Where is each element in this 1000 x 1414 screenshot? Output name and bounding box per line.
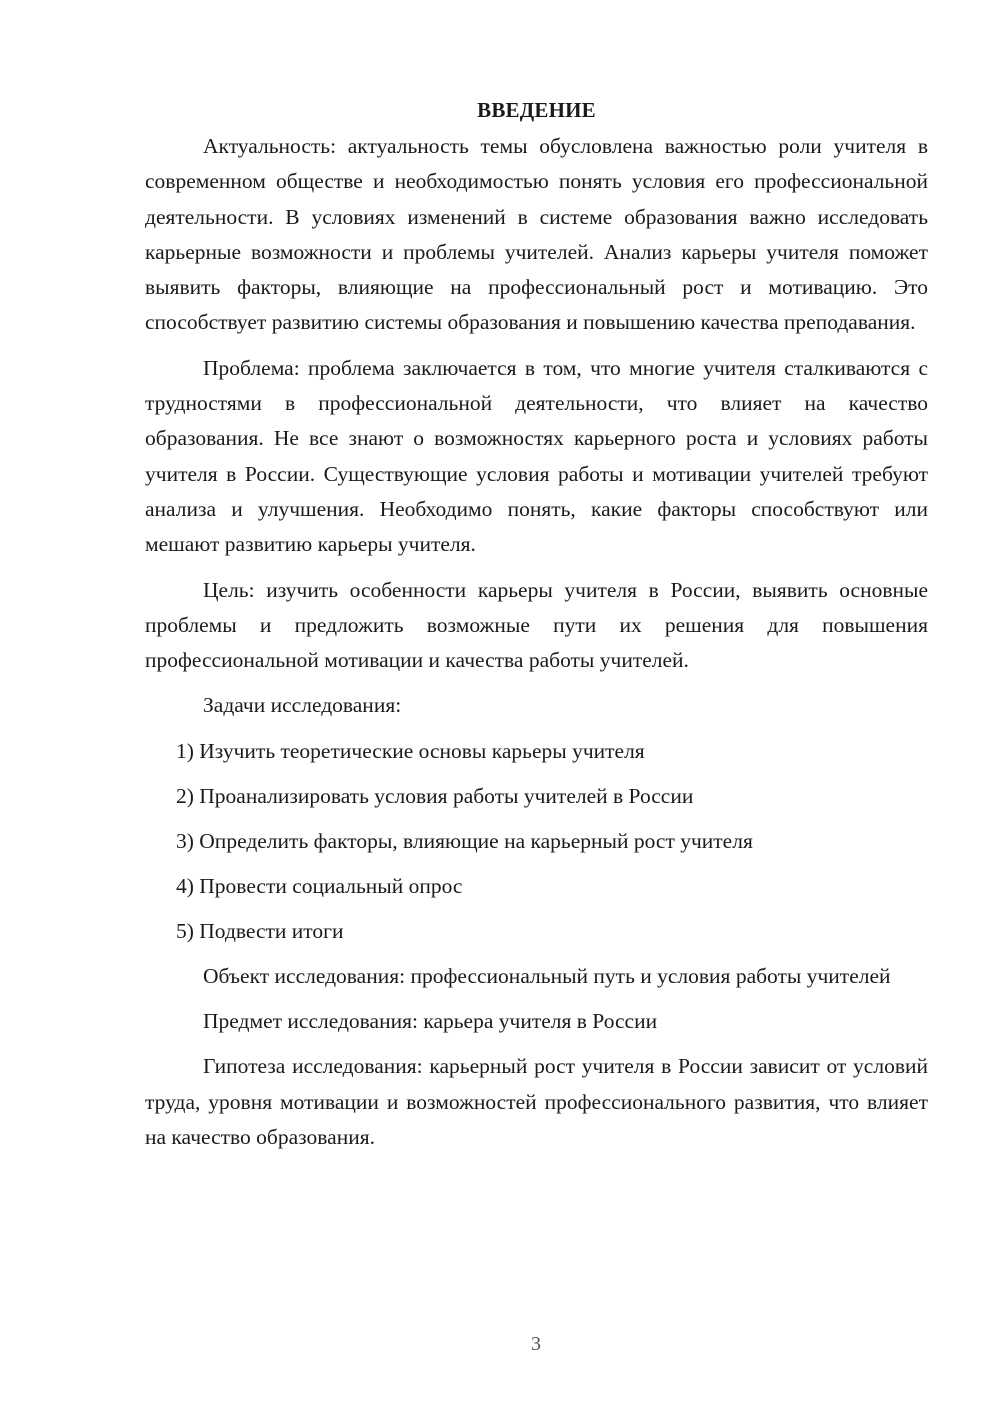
paragraph-goal: Цель: изучить особенности карьеры учителя в России, выявить основные проблемы и предложить возможные пути их решения для повышения профессиональной мотивации и качества работы учителей. — [145, 577, 928, 673]
page-content — [145, 93, 928, 1165]
paragraph-relevance: Актуальность: актуальность темы обусловлена важностью роли учителя в современном обществе и необходимостью понять условия его профессиональной деятельности. В условиях изменений в системе образования важно исследовать карьерные возможности и проблемы учителей. Анализ карьеры учителя поможет выявить факторы, влияющие на профессиональный рост и мотивацию. Это способствует развитию системы образования и повышению качества преподавания. — [145, 134, 928, 335]
task-list — [145, 734, 928, 949]
paragraph-subject: Предмет исследования: карьера учителя в России — [203, 1009, 658, 1034]
task-item: 2) Проанализировать условия работы учителей в России — [176, 783, 694, 808]
paragraph-hypothesis: Гипотеза исследования: карьерный рост учителя в России зависит от условий труда, уровня мотивации и возможностей профессионального развития, что влияет на качество образования. — [145, 1054, 928, 1149]
task-item: 5) Подвести итоги — [176, 918, 344, 943]
task-item: 1) Изучить теоретические основы карьеры учителя — [176, 738, 645, 763]
paragraph-object: Объект исследования: профессиональный путь и условия работы учителей — [203, 963, 891, 988]
task-item: 4) Провести социальный опрос — [176, 873, 463, 898]
paragraph-problem: Проблема: проблема заключается в том, что многие учителя сталкиваются с трудностями в профессиональной деятельности, что влияет на качество образования. Не все знают о возможностях карьерного роста и условиях работы учителя в России. Существующие условия работы и мотивации учителей требуют анализа и улучшения. Необходимо понять, какие факторы способствуют или мешают развитию карьеры учителя. — [145, 355, 928, 557]
task-item: 3) Определить факторы, влияющие на карьерный рост учителя — [176, 828, 753, 853]
page-title: ВВЕДЕНИЕ — [477, 98, 596, 122]
page-number: 3 — [531, 1333, 541, 1355]
paragraph-tasks-heading: Задачи исследования: — [203, 693, 402, 718]
